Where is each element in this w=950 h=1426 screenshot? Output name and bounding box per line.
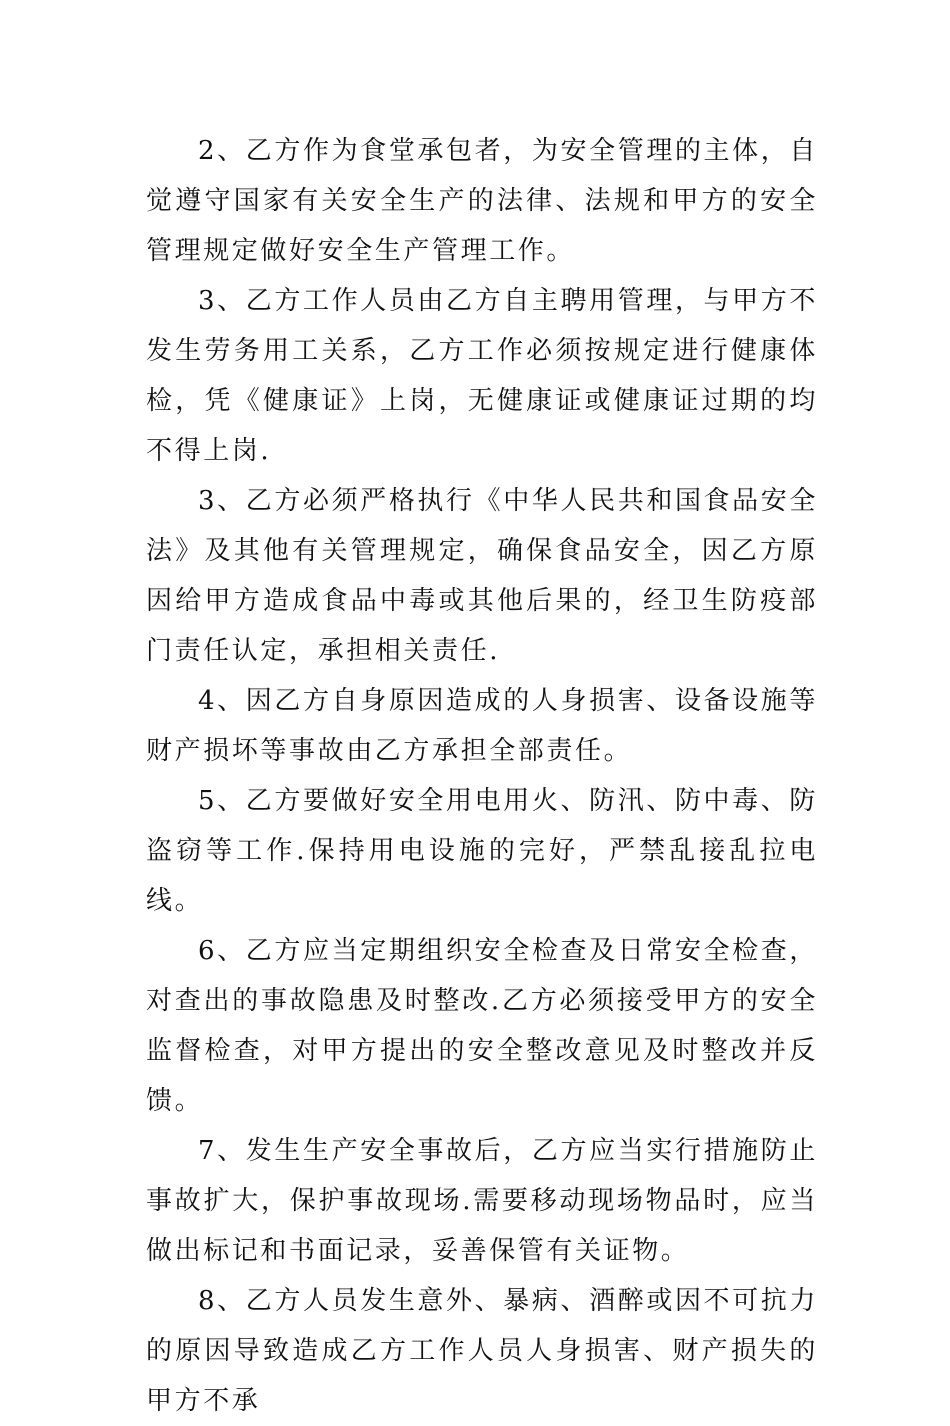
paragraph-3-food-safety-law: 3、乙方必须严格执行《中华人民共和国食品安全法》及其他有关管理规定，确保食品安全，因乙方原因给甲方造成食品中毒或其他后果的，经卫生防疫部门责任认定，承担相关责任.: [146, 486, 818, 666]
paragraph-6-safety-inspection: 6、乙方应当定期组织安全检查及日常安全检查，对查出的事故隐患及时整改.乙方必须接受甲方的安全监督检查，对甲方提出的安全整改意见及时整改并反馈。: [146, 936, 818, 1116]
document-body: [146, 126, 818, 1426]
paragraph-8-personal-injury: 8、乙方人员发生意外、暴病、酒醉或因不可抗力的原因导致造成乙方工作人员人身损害、财产损失的甲方不承: [146, 1286, 818, 1416]
paragraph-7-accident-response: 7、发生生产安全事故后，乙方应当实行措施防止事故扩大，保护事故现场.需要移动现场物品时，应当做出标记和书面记录，妥善保管有关证物。: [146, 1136, 818, 1266]
paragraph-5-fire-electric-safety: 5、乙方要做好安全用电用火、防汛、防中毒、防盗窃等工作.保持用电设施的完好，严禁乱接乱拉电线。: [146, 786, 818, 916]
paragraph-3-staff-health-certificate: 3、乙方工作人员由乙方自主聘用管理，与甲方不发生劳务用工关系，乙方工作必须按规定进行健康体检，凭《健康证》上岗，无健康证或健康证过期的均不得上岗.: [146, 286, 818, 466]
paragraph-2-food-safety-responsibility: 2、乙方作为食堂承包者，为安全管理的主体，自觉遵守国家有关安全生产的法律、法规和甲方的安全管理规定做好安全生产管理工作。: [146, 136, 818, 266]
paragraph-4-accident-liability: 4、因乙方自身原因造成的人身损害、设备设施等财产损坏等事故由乙方承担全部责任。: [146, 686, 818, 766]
